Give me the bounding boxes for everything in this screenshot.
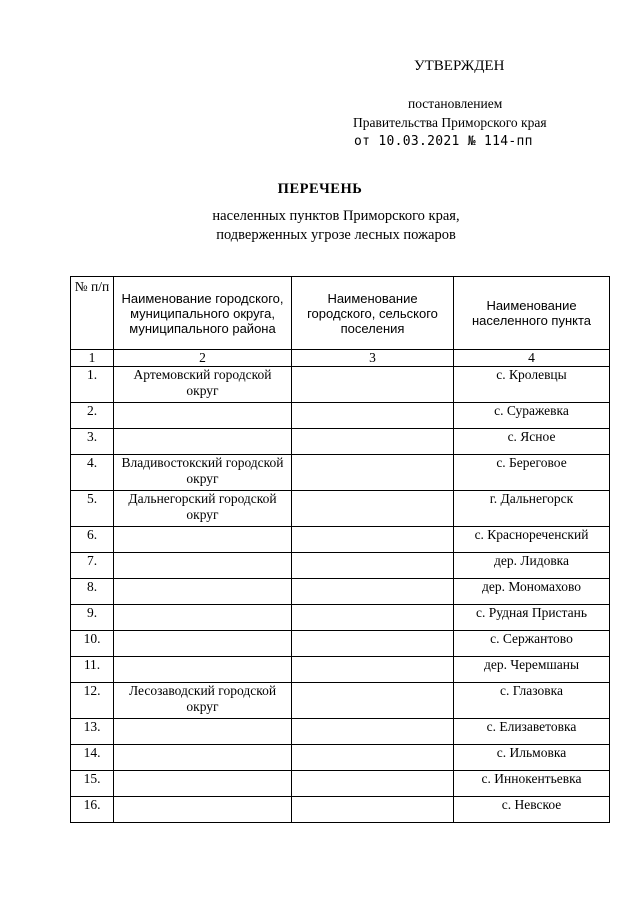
table-header-row [71, 277, 610, 350]
column-index-row [71, 350, 610, 367]
district-name [114, 605, 292, 631]
decree-date-number: от 10.03.2021 № 114-пп [354, 134, 533, 149]
place-name: с. Елизаветовка [454, 719, 610, 745]
document-subtitle: населенных пунктов Приморского края, [212, 208, 460, 224]
table-row [71, 367, 610, 403]
place-name: с. Ясное [454, 429, 610, 455]
district-name [114, 403, 292, 429]
table-row [71, 771, 610, 797]
column-header-district: Наименование городского, муниципального округа, муниципального района [114, 277, 292, 350]
table-row [71, 527, 610, 553]
row-number: 16. [71, 797, 114, 823]
settlement-name [292, 683, 454, 719]
table-row [71, 657, 610, 683]
column-header-number: № п/п [71, 277, 114, 350]
row-number: 4. [71, 455, 114, 491]
district-name: Артемовский городской округ [114, 367, 292, 403]
place-name: с. Суражевка [454, 403, 610, 429]
settlement-name [292, 745, 454, 771]
place-name: с. Береговое [454, 455, 610, 491]
settlement-name [292, 719, 454, 745]
settlement-name [292, 527, 454, 553]
settlement-name [292, 771, 454, 797]
place-name: с. Невское [454, 797, 610, 823]
place-name: с. Глазовка [454, 683, 610, 719]
row-number: 11. [71, 657, 114, 683]
district-name: Дальнегорский городской округ [114, 491, 292, 527]
settlements-table [70, 276, 610, 823]
settlement-name [292, 631, 454, 657]
place-name: с. Иннокентьевка [454, 771, 610, 797]
place-name: с. Кролевцы [454, 367, 610, 403]
table-row [71, 553, 610, 579]
district-name [114, 771, 292, 797]
district-name: Лесозаводский городской округ [114, 683, 292, 719]
document-title: ПЕРЕЧЕНЬ [277, 181, 363, 197]
column-header-settlement: Наименование городского, сельского поселения [292, 277, 454, 350]
row-number: 7. [71, 553, 114, 579]
row-number: 6. [71, 527, 114, 553]
column-header-place: Наименование населенного пункта [454, 277, 610, 350]
district-name [114, 657, 292, 683]
table-row [71, 491, 610, 527]
column-index: 1 [71, 350, 114, 367]
row-number: 13. [71, 719, 114, 745]
settlement-name [292, 403, 454, 429]
table-row [71, 719, 610, 745]
row-number: 1. [71, 367, 114, 403]
document-subtitle: подверженных угрозе лесных пожаров [216, 227, 456, 243]
table-row [71, 579, 610, 605]
settlement-name [292, 491, 454, 527]
table-row [71, 631, 610, 657]
settlement-name [292, 605, 454, 631]
row-number: 9. [71, 605, 114, 631]
table-row [71, 683, 610, 719]
district-name [114, 429, 292, 455]
district-name [114, 745, 292, 771]
place-name: с. Рудная Пристань [454, 605, 610, 631]
district-name [114, 797, 292, 823]
place-name: с. Ильмовка [454, 745, 610, 771]
place-name: дер. Лидовка [454, 553, 610, 579]
district-name [114, 527, 292, 553]
row-number: 12. [71, 683, 114, 719]
district-name [114, 579, 292, 605]
district-name [114, 553, 292, 579]
place-name: с. Сержантово [454, 631, 610, 657]
decree-line: постановлением [408, 96, 503, 111]
column-index: 2 [114, 350, 292, 367]
settlement-name [292, 455, 454, 491]
district-name [114, 631, 292, 657]
row-number: 3. [71, 429, 114, 455]
row-number: 10. [71, 631, 114, 657]
column-index: 3 [292, 350, 454, 367]
table-row [71, 455, 610, 491]
district-name [114, 719, 292, 745]
table-row [71, 797, 610, 823]
decree-line: Правительства Приморского края [353, 115, 547, 130]
column-index: 4 [454, 350, 610, 367]
settlement-name [292, 367, 454, 403]
table-row [71, 403, 610, 429]
table-row [71, 429, 610, 455]
table-row [71, 605, 610, 631]
settlement-name [292, 797, 454, 823]
row-number: 15. [71, 771, 114, 797]
place-name: с. Краснореченский [454, 527, 610, 553]
settlement-name [292, 579, 454, 605]
district-name: Владивостокский городской округ [114, 455, 292, 491]
place-name: г. Дальнегорск [454, 491, 610, 527]
settlement-name [292, 657, 454, 683]
table-row [71, 745, 610, 771]
settlement-name [292, 553, 454, 579]
place-name: дер. Мономахово [454, 579, 610, 605]
row-number: 8. [71, 579, 114, 605]
row-number: 14. [71, 745, 114, 771]
settlement-name [292, 429, 454, 455]
row-number: 5. [71, 491, 114, 527]
place-name: дер. Черемшаны [454, 657, 610, 683]
row-number: 2. [71, 403, 114, 429]
approval-stamp: УТВЕРЖДЕН [414, 58, 505, 74]
